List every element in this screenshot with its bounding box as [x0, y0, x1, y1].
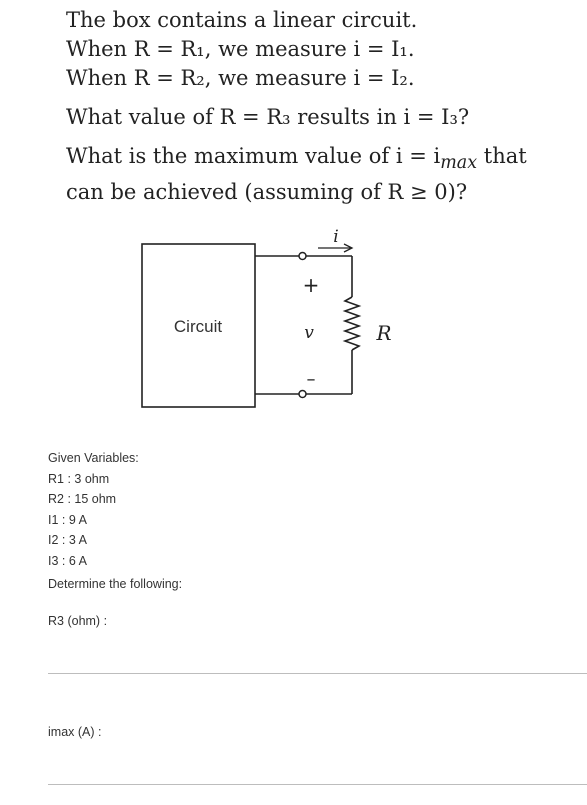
problem-line-4: What value of R = R₃ results in i = I₃? — [66, 105, 470, 129]
plus-sign: + — [302, 273, 320, 297]
imax-label: imax (A) : — [48, 725, 102, 739]
given-variables — [48, 448, 182, 595]
r3-answer-field[interactable] — [48, 673, 587, 674]
problem-line-6: can be achieved (assuming of R ≥ 0)? — [66, 180, 468, 205]
top-terminal — [299, 253, 306, 260]
current-label: i — [333, 227, 339, 247]
problem-line-5-sub: max — [440, 153, 478, 174]
resistor-label: R — [376, 321, 392, 345]
problem-line-2: When R = R₁, we measure i = I₁. — [66, 37, 415, 61]
problem-statement — [66, 6, 576, 207]
problem-line-3: When R = R₂, we measure i = I₂. — [66, 66, 415, 90]
given-i3: I3 : 6 A — [48, 553, 87, 568]
given-i1: I1 : 9 A — [48, 512, 87, 527]
problem-line-5 — [66, 142, 576, 178]
bottom-terminal — [299, 391, 306, 398]
circuit-box-label: Circuit — [173, 317, 223, 336]
resistor-zigzag — [345, 297, 359, 350]
circuit-diagram — [135, 225, 405, 415]
determine-prompt: Determine the following: — [48, 577, 183, 591]
minus-sign: – — [306, 369, 316, 390]
problem-line-5-text: What is the maximum value of i = i — [66, 144, 441, 168]
given-r2: R2 : 15 ohm — [48, 492, 117, 506]
voltage-label: v — [304, 323, 314, 343]
given-heading: Given Variables: — [48, 451, 139, 465]
problem-line-5-tail: that — [477, 144, 527, 168]
imax-answer-field[interactable] — [48, 784, 587, 785]
problem-line-1: The box contains a linear circuit. — [66, 8, 418, 32]
given-i2: I2 : 3 A — [48, 533, 87, 547]
r3-label: R3 (ohm) : — [48, 614, 108, 628]
given-r1: R1 : 3 ohm — [48, 471, 110, 486]
